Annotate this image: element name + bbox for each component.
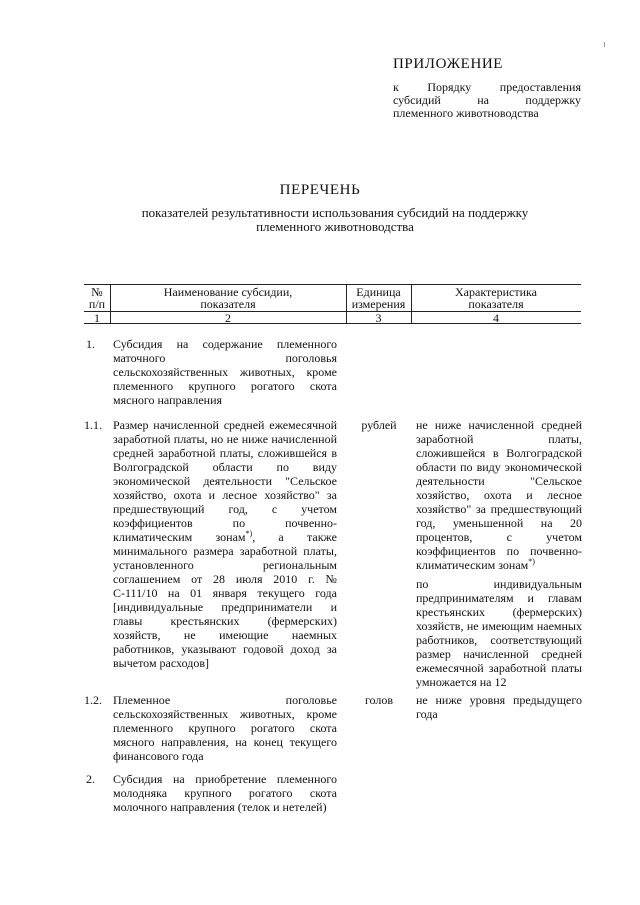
appendix-block	[393, 58, 581, 120]
row-1-1-num: 1.1.	[84, 418, 102, 432]
header-index-4: 4	[493, 311, 499, 325]
row-1-1-name-footnote: *)	[245, 529, 253, 538]
row-1-2-name: Племенное поголовье сельскохозяйственных животных, кроме племенного крупного рогатого скота мясного направления, на конец текущего финансового года	[113, 693, 337, 763]
row-1-2-num: 1.2.	[84, 693, 102, 707]
header-name-line-1: Наименование субсидии,	[163, 285, 293, 299]
row-1-1-char-text: не ниже начисленной средней заработной платы, сложившейся в Волгоградской области по виду экономической деятельности "Сельское хозяйство, охота и лесное хозяйство" за предшествующий год, уменьшенной на 20 процентов, с учетом коэффициентов по почвенно-климатическим зонам	[416, 418, 582, 572]
header-index-1: 1	[94, 311, 100, 325]
row-1-2-characteristic: не ниже уровня предыдущего года	[416, 693, 582, 721]
row-1-1-name-text: Размер начисленной средней ежемесячной заработной платы, но не ниже начисленной средней заработной платы, сложившейся в Волгоградской области по виду экономической деятельности "Сельское хозяйство, охота и лесное хозяйство" за предшествующий год, с учетом коэффициентов по почвенно-климатическим зонам	[113, 418, 337, 544]
document-subtitle	[100, 206, 570, 234]
appendix-line-2: субсидий на поддержку	[393, 93, 581, 107]
appendix-line-1: к Порядку предоставления	[393, 80, 581, 94]
header-unit-line-1: Единица	[356, 285, 401, 299]
subtitle-line-1: показателей результативности использования субсидий на поддержку	[141, 205, 529, 220]
header-name	[110, 286, 346, 310]
table-header	[84, 284, 581, 324]
header-characteristic	[411, 286, 581, 310]
row-2-num: 2.	[86, 772, 95, 786]
header-unit-line-2: измерения	[351, 297, 406, 311]
row-1-1-char-footnote: *)	[528, 557, 535, 566]
row-1-1-name-cont: , а также минимального размера заработной платы, установленного региональным соглашением от 28 июля 2010 г. № С-111/10 на 01 января текущего года [индивидуальные предприниматели и главы крестьянских (фермерских) хозяйств, не имеющие наемных работников, указывают годовой доход за вычетом расходов]	[113, 530, 337, 670]
row-1-name: Субсидия на содержание племенного маточного поголовья сельскохозяйственных животных, кроме племенного крупного рогатого скота мясного направления	[113, 337, 337, 407]
row-1-num: 1.	[86, 337, 95, 351]
header-num-line-2: п/п	[88, 297, 106, 311]
header-index-3: 3	[375, 311, 382, 325]
row-1-1-name	[113, 418, 337, 670]
appendix-title: ПРИЛОЖЕНИЕ	[393, 56, 504, 72]
document-title: ПЕРЕЧЕНЬ	[279, 182, 361, 198]
header-characteristic-line-1: Характеристика	[455, 285, 537, 299]
header-name-line-2: показателя	[200, 297, 256, 311]
header-unit	[346, 286, 411, 310]
appendix-line-3: племенного животноводства	[393, 106, 539, 120]
header-index-2: 2	[225, 311, 231, 325]
row-1-1-characteristic-note: по индивидуальным предпринимателям и главам крестьянских (фермерских) хозяйств, не имеющим наемных работников, соответствующий размер начисленной средней ежемесячной заработной платы умножается на 12	[416, 577, 582, 689]
header-characteristic-line-2: показателя	[468, 297, 524, 311]
subtitle-line-2: племенного животноводства	[256, 219, 414, 234]
row-2-name: Субсидия на приобретение племенного молодняка крупного рогатого скота молочного направления (телок и нетелей)	[113, 772, 337, 814]
header-num-line-1: №	[91, 285, 103, 299]
header-num	[84, 286, 110, 310]
row-1-1-unit: рублей	[361, 418, 397, 432]
row-1-1-characteristic	[416, 418, 582, 572]
scan-mark	[604, 42, 605, 47]
row-1-2-unit: голов	[364, 693, 394, 707]
